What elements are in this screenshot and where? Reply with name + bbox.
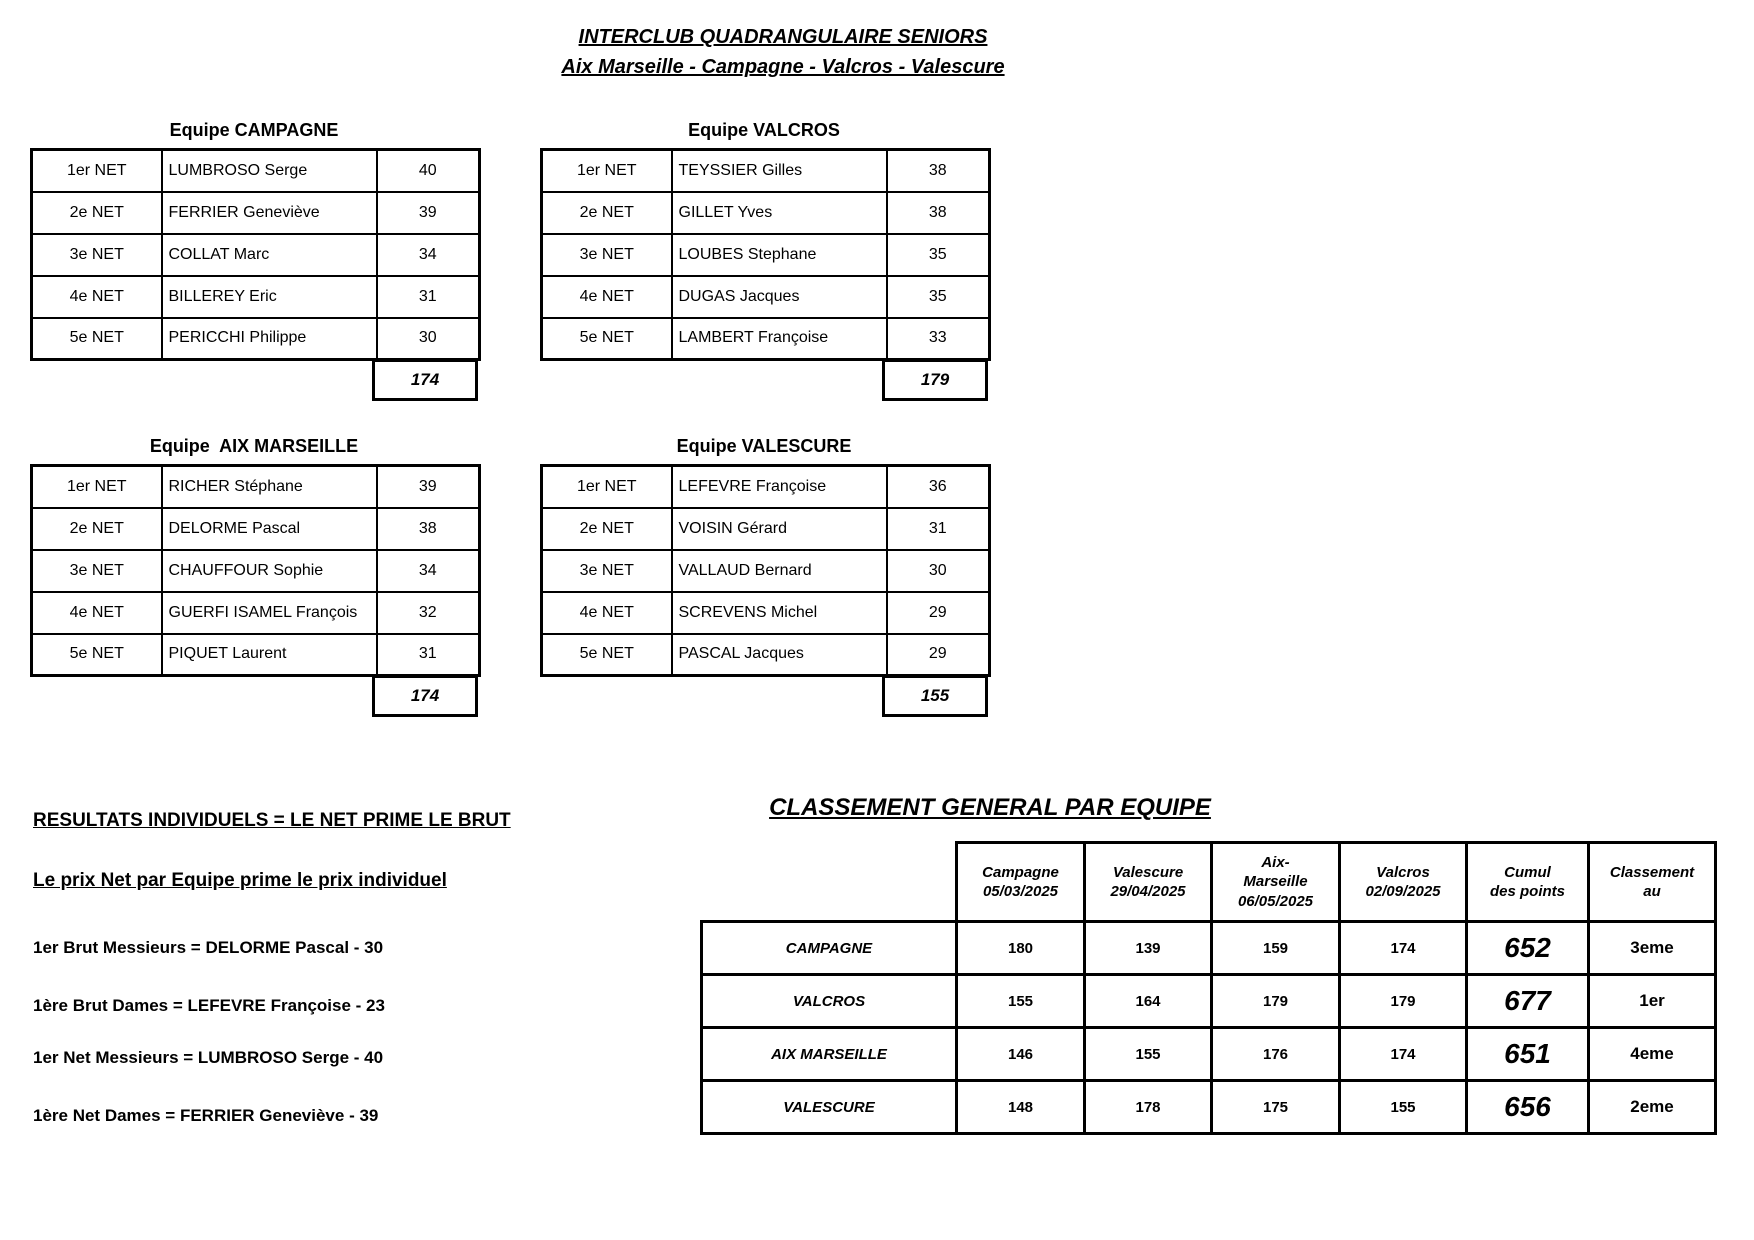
player-score: 30 bbox=[887, 550, 990, 592]
player-score: 29 bbox=[887, 634, 990, 676]
team-name: VALCROS bbox=[702, 975, 957, 1028]
round-score: 174 bbox=[1340, 1028, 1467, 1081]
round-score: 155 bbox=[1340, 1081, 1467, 1134]
player-score: 40 bbox=[377, 150, 480, 192]
table-row bbox=[542, 592, 990, 634]
ranking-row-aix-marseille bbox=[702, 1028, 1716, 1081]
round-score: 175 bbox=[1212, 1081, 1340, 1134]
rank-label: 2e NET bbox=[32, 508, 162, 550]
general-ranking-title: CLASSEMENT GENERAL PAR EQUIPE bbox=[769, 794, 1211, 821]
round-date: 06/05/2025 bbox=[1237, 892, 1314, 910]
team-total-aix-marseille: 174 bbox=[372, 675, 478, 717]
player-name: LEFEVRE Françoise bbox=[672, 466, 887, 508]
round-score: 146 bbox=[957, 1028, 1085, 1081]
player-name: FERRIER Geneviève bbox=[162, 192, 377, 234]
round-header-aix-marseille bbox=[1212, 843, 1340, 922]
player-name: PERICCHI Philippe bbox=[162, 318, 377, 360]
ranking-header-row bbox=[702, 843, 1716, 922]
player-name: DUGAS Jacques bbox=[672, 276, 887, 318]
team-table-aix-marseille bbox=[30, 464, 481, 677]
player-score: 31 bbox=[887, 508, 990, 550]
player-name: COLLAT Marc bbox=[162, 234, 377, 276]
table-row bbox=[542, 466, 990, 508]
table-row bbox=[542, 508, 990, 550]
player-name: RICHER Stéphane bbox=[162, 466, 377, 508]
round-header-valescure bbox=[1085, 843, 1212, 922]
best-net-men-line: 1er Net Messieurs = LUMBROSO Serge - 40 bbox=[33, 1048, 384, 1067]
team-rank: 3eme bbox=[1589, 922, 1716, 975]
rank-label: 1er NET bbox=[32, 466, 162, 508]
points-total: 656 bbox=[1467, 1081, 1589, 1134]
document-header bbox=[383, 26, 1183, 79]
table-row bbox=[32, 150, 480, 192]
rank-label: 1er NET bbox=[32, 150, 162, 192]
team-rank: 2eme bbox=[1589, 1081, 1716, 1134]
ranking-row-campagne bbox=[702, 922, 1716, 975]
rank-label: 1er NET bbox=[542, 466, 672, 508]
team-name: CAMPAGNE bbox=[702, 922, 957, 975]
header-line: Cumul bbox=[1504, 863, 1551, 881]
player-name: PASCAL Jacques bbox=[672, 634, 887, 676]
document-subtitle: Aix Marseille - Campagne - Valcros - Valescure bbox=[561, 56, 1005, 78]
team-table-valcros bbox=[540, 148, 991, 361]
net-prize-heading: Le prix Net par Equipe prime le prix individuel bbox=[33, 870, 447, 891]
player-name: VOISIN Gérard bbox=[672, 508, 887, 550]
player-score: 36 bbox=[887, 466, 990, 508]
team-block-valescure bbox=[540, 428, 988, 717]
table-row bbox=[542, 276, 990, 318]
player-score: 39 bbox=[377, 192, 480, 234]
player-name: PIQUET Laurent bbox=[162, 634, 377, 676]
round-date: 29/04/2025 bbox=[1110, 883, 1186, 900]
table-row bbox=[32, 318, 480, 360]
rank-label: 2e NET bbox=[542, 192, 672, 234]
player-score: 35 bbox=[887, 276, 990, 318]
round-score: 180 bbox=[957, 922, 1085, 975]
round-score: 179 bbox=[1212, 975, 1340, 1028]
header-line: au bbox=[1643, 883, 1661, 900]
rank-label: 5e NET bbox=[542, 318, 672, 360]
player-score: 30 bbox=[377, 318, 480, 360]
player-score: 38 bbox=[377, 508, 480, 550]
round-score: 179 bbox=[1340, 975, 1467, 1028]
round-score: 174 bbox=[1340, 922, 1467, 975]
rank-label: 4e NET bbox=[32, 276, 162, 318]
player-score: 35 bbox=[887, 234, 990, 276]
player-score: 34 bbox=[377, 550, 480, 592]
table-row bbox=[32, 192, 480, 234]
general-ranking-table bbox=[700, 841, 1717, 1135]
player-score: 38 bbox=[887, 192, 990, 234]
points-total: 652 bbox=[1467, 922, 1589, 975]
player-score: 31 bbox=[377, 634, 480, 676]
player-name: DELORME Pascal bbox=[162, 508, 377, 550]
ranking-header bbox=[1589, 843, 1716, 922]
round-score: 155 bbox=[1085, 1028, 1212, 1081]
round-header-campagne bbox=[957, 843, 1085, 922]
round-score: 164 bbox=[1085, 975, 1212, 1028]
rank-label: 4e NET bbox=[542, 592, 672, 634]
rank-label: 5e NET bbox=[542, 634, 672, 676]
player-score: 29 bbox=[887, 592, 990, 634]
team-total-campagne: 174 bbox=[372, 359, 478, 401]
player-name: TEYSSIER Gilles bbox=[672, 150, 887, 192]
team-name: AIX MARSEILLE bbox=[702, 1028, 957, 1081]
rank-label: 1er NET bbox=[542, 150, 672, 192]
player-name: BILLEREY Eric bbox=[162, 276, 377, 318]
player-name: GUERFI ISAMEL François bbox=[162, 592, 377, 634]
round-date: 02/09/2025 bbox=[1365, 883, 1441, 900]
team-title-valcros: Equipe VALCROS bbox=[688, 120, 840, 140]
table-row bbox=[32, 508, 480, 550]
player-score: 38 bbox=[887, 150, 990, 192]
team-rank: 4eme bbox=[1589, 1028, 1716, 1081]
team-table-campagne bbox=[30, 148, 481, 361]
best-net-women-line: 1ère Net Dames = FERRIER Geneviève - 39 bbox=[33, 1106, 379, 1125]
player-name: LOUBES Stephane bbox=[672, 234, 887, 276]
round-score: 155 bbox=[957, 975, 1085, 1028]
round-score: 139 bbox=[1085, 922, 1212, 975]
round-name: Campagne bbox=[982, 863, 1059, 881]
header-line: des points bbox=[1489, 883, 1565, 900]
table-row bbox=[542, 150, 990, 192]
player-name: LAMBERT Françoise bbox=[672, 318, 887, 360]
team-name: VALESCURE bbox=[702, 1081, 957, 1134]
rank-label: 2e NET bbox=[32, 192, 162, 234]
empty-header-cell bbox=[702, 843, 957, 922]
individual-results-section bbox=[33, 800, 673, 1140]
player-name: GILLET Yves bbox=[672, 192, 887, 234]
player-name: VALLAUD Bernard bbox=[672, 550, 887, 592]
table-row bbox=[32, 234, 480, 276]
team-block-valcros bbox=[540, 112, 988, 401]
round-date: 05/03/2025 bbox=[982, 883, 1059, 900]
round-score: 176 bbox=[1212, 1028, 1340, 1081]
best-gross-men-line: 1er Brut Messieurs = DELORME Pascal - 30 bbox=[33, 938, 384, 957]
rank-label: 3e NET bbox=[32, 550, 162, 592]
rank-label: 5e NET bbox=[32, 634, 162, 676]
points-total: 651 bbox=[1467, 1028, 1589, 1081]
rank-label: 4e NET bbox=[32, 592, 162, 634]
rank-label: 4e NET bbox=[542, 276, 672, 318]
player-score: 33 bbox=[887, 318, 990, 360]
document-title: INTERCLUB QUADRANGULAIRE SENIORS bbox=[578, 26, 988, 48]
rank-label: 2e NET bbox=[542, 508, 672, 550]
best-gross-women-line: 1ère Brut Dames = LEFEVRE Françoise - 23 bbox=[33, 996, 385, 1015]
team-block-aix-marseille bbox=[30, 428, 478, 717]
team-block-campagne bbox=[30, 112, 478, 401]
player-score: 31 bbox=[377, 276, 480, 318]
team-title-valescure: Equipe VALESCURE bbox=[676, 436, 852, 456]
ranking-row-valescure bbox=[702, 1081, 1716, 1134]
rank-label: 5e NET bbox=[32, 318, 162, 360]
table-row bbox=[32, 592, 480, 634]
table-row bbox=[542, 234, 990, 276]
round-score: 178 bbox=[1085, 1081, 1212, 1134]
ranking-row-valcros bbox=[702, 975, 1716, 1028]
team-rank: 1er bbox=[1589, 975, 1716, 1028]
team-title-aix-marseille: Equipe AIX MARSEILLE bbox=[149, 436, 359, 456]
round-name-text: Aix-Marseille bbox=[1243, 853, 1308, 891]
player-name: CHAUFFOUR Sophie bbox=[162, 550, 377, 592]
table-row bbox=[542, 550, 990, 592]
round-header-valcros bbox=[1340, 843, 1467, 922]
points-total-header bbox=[1467, 843, 1589, 922]
round-name bbox=[1213, 853, 1338, 892]
team-title-campagne: Equipe CAMPAGNE bbox=[169, 120, 339, 140]
round-name: Valcros bbox=[1376, 863, 1430, 881]
individual-results-heading: RESULTATS INDIVIDUELS = LE NET PRIME LE BRUT bbox=[33, 810, 511, 831]
table-row bbox=[32, 634, 480, 676]
player-score: 32 bbox=[377, 592, 480, 634]
table-row bbox=[32, 276, 480, 318]
player-score: 34 bbox=[377, 234, 480, 276]
table-row bbox=[542, 634, 990, 676]
round-score: 148 bbox=[957, 1081, 1085, 1134]
player-name: SCREVENS Michel bbox=[672, 592, 887, 634]
table-row bbox=[32, 550, 480, 592]
team-total-valescure: 155 bbox=[882, 675, 988, 717]
rank-label: 3e NET bbox=[32, 234, 162, 276]
round-score: 159 bbox=[1212, 922, 1340, 975]
team-table-valescure bbox=[540, 464, 991, 677]
header-line: Classement bbox=[1609, 863, 1695, 881]
points-total: 677 bbox=[1467, 975, 1589, 1028]
player-score: 39 bbox=[377, 466, 480, 508]
round-name: Valescure bbox=[1112, 863, 1184, 881]
table-row bbox=[542, 318, 990, 360]
team-total-valcros: 179 bbox=[882, 359, 988, 401]
table-row bbox=[32, 466, 480, 508]
rank-label: 3e NET bbox=[542, 234, 672, 276]
rank-label: 3e NET bbox=[542, 550, 672, 592]
player-name: LUMBROSO Serge bbox=[162, 150, 377, 192]
table-row bbox=[542, 192, 990, 234]
